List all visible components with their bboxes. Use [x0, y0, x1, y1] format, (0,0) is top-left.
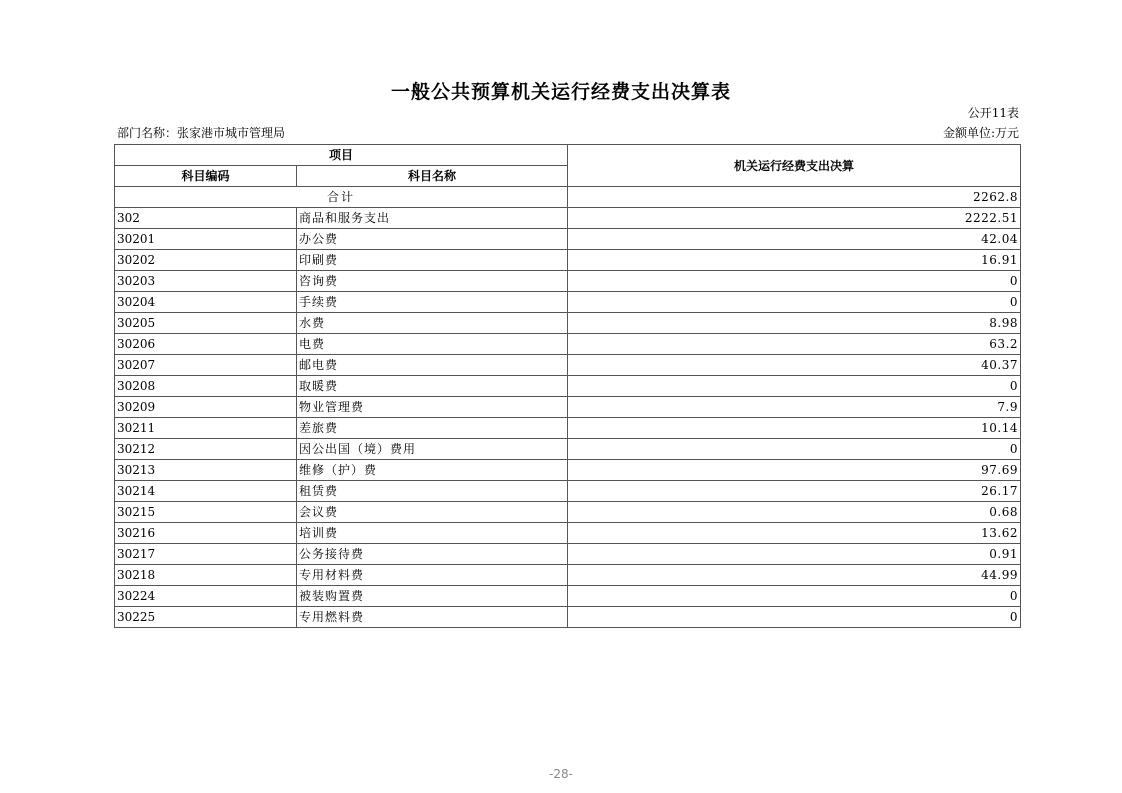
- amount-value: 16.91: [568, 250, 1021, 271]
- account-name: 办公费: [297, 229, 568, 250]
- table-row: [115, 544, 1021, 565]
- account-code: 30204: [115, 292, 297, 313]
- table-row: [115, 208, 1021, 229]
- account-code: 30224: [115, 586, 297, 607]
- department-name: 部门名称：张家港市城市管理局: [117, 126, 286, 140]
- total-amount: 2262.8: [568, 187, 1021, 208]
- amount-unit: 金额单位:万元: [942, 126, 1019, 140]
- account-name: 培训费: [297, 523, 568, 544]
- amount-value: 10.14: [568, 418, 1021, 439]
- account-name: 取暖费: [297, 376, 568, 397]
- amount-value: 7.9: [568, 397, 1021, 418]
- account-code: 30207: [115, 355, 297, 376]
- account-code: 30225: [115, 607, 297, 628]
- amount-value: 13.62: [568, 523, 1021, 544]
- account-code: 30209: [115, 397, 297, 418]
- amount-value: 0: [568, 271, 1021, 292]
- account-code: 302: [115, 208, 297, 229]
- account-name: 被装购置费: [297, 586, 568, 607]
- account-code: 30208: [115, 376, 297, 397]
- account-code: 30202: [115, 250, 297, 271]
- account-name: 水费: [297, 313, 568, 334]
- account-code: 30203: [115, 271, 297, 292]
- table-row: [115, 397, 1021, 418]
- form-number: 公开11表: [967, 106, 1019, 120]
- table-row: [115, 334, 1021, 355]
- header-item: 项目: [115, 145, 568, 166]
- table-row: [115, 481, 1021, 502]
- account-code: 30215: [115, 502, 297, 523]
- amount-value: 97.69: [568, 460, 1021, 481]
- amount-value: 0: [568, 376, 1021, 397]
- account-code: 30217: [115, 544, 297, 565]
- amount-value: 8.98: [568, 313, 1021, 334]
- table-row: [115, 460, 1021, 481]
- table-row: [115, 523, 1021, 544]
- amount-value: 0: [568, 439, 1021, 460]
- account-name: 咨询费: [297, 271, 568, 292]
- table-row: [115, 292, 1021, 313]
- total-label: 合计: [115, 187, 568, 208]
- account-code: 30214: [115, 481, 297, 502]
- total-row: [115, 187, 1021, 208]
- table-row: [115, 586, 1021, 607]
- amount-value: 44.99: [568, 565, 1021, 586]
- amount-value: 42.04: [568, 229, 1021, 250]
- account-name: 因公出国（境）费用: [297, 439, 568, 460]
- account-name: 电费: [297, 334, 568, 355]
- account-name: 物业管理费: [297, 397, 568, 418]
- table-row: [115, 502, 1021, 523]
- account-name: 手续费: [297, 292, 568, 313]
- table-row: [115, 313, 1021, 334]
- amount-value: 0.91: [568, 544, 1021, 565]
- account-name: 邮电费: [297, 355, 568, 376]
- amount-value: 0: [568, 607, 1021, 628]
- account-code: 30212: [115, 439, 297, 460]
- amount-value: 63.2: [568, 334, 1021, 355]
- account-name: 专用燃料费: [297, 607, 568, 628]
- amount-value: 26.17: [568, 481, 1021, 502]
- account-name: 公务接待费: [297, 544, 568, 565]
- account-name: 商品和服务支出: [297, 208, 568, 229]
- account-name: 维修（护）费: [297, 460, 568, 481]
- account-name: 租赁费: [297, 481, 568, 502]
- account-code: 30201: [115, 229, 297, 250]
- account-code: 30205: [115, 313, 297, 334]
- header-amount: 机关运行经费支出决算: [568, 145, 1021, 187]
- table-row: [115, 376, 1021, 397]
- report-title: 一般公共预算机关运行经费支出决算表: [390, 81, 731, 103]
- account-code: 30216: [115, 523, 297, 544]
- header-name: 科目名称: [297, 166, 568, 187]
- header-code: 科目编码: [115, 166, 297, 187]
- amount-value: 40.37: [568, 355, 1021, 376]
- account-name: 印刷费: [297, 250, 568, 271]
- table-row: [115, 229, 1021, 250]
- amount-value: 0: [568, 292, 1021, 313]
- amount-value: 2222.51: [568, 208, 1021, 229]
- amount-value: 0: [568, 586, 1021, 607]
- account-name: 会议费: [297, 502, 568, 523]
- account-code: 30206: [115, 334, 297, 355]
- account-name: 差旅费: [297, 418, 568, 439]
- table-row: [115, 250, 1021, 271]
- account-name: 专用材料费: [297, 565, 568, 586]
- table-row: [115, 271, 1021, 292]
- amount-value: 0.68: [568, 502, 1021, 523]
- table-row: [115, 565, 1021, 586]
- account-code: 30211: [115, 418, 297, 439]
- table-row: [115, 355, 1021, 376]
- table-row: [115, 439, 1021, 460]
- page-number: -28-: [549, 767, 573, 781]
- account-code: 30213: [115, 460, 297, 481]
- table-row: [115, 607, 1021, 628]
- expenditure-table: [114, 144, 1021, 628]
- table-row: [115, 418, 1021, 439]
- account-code: 30218: [115, 565, 297, 586]
